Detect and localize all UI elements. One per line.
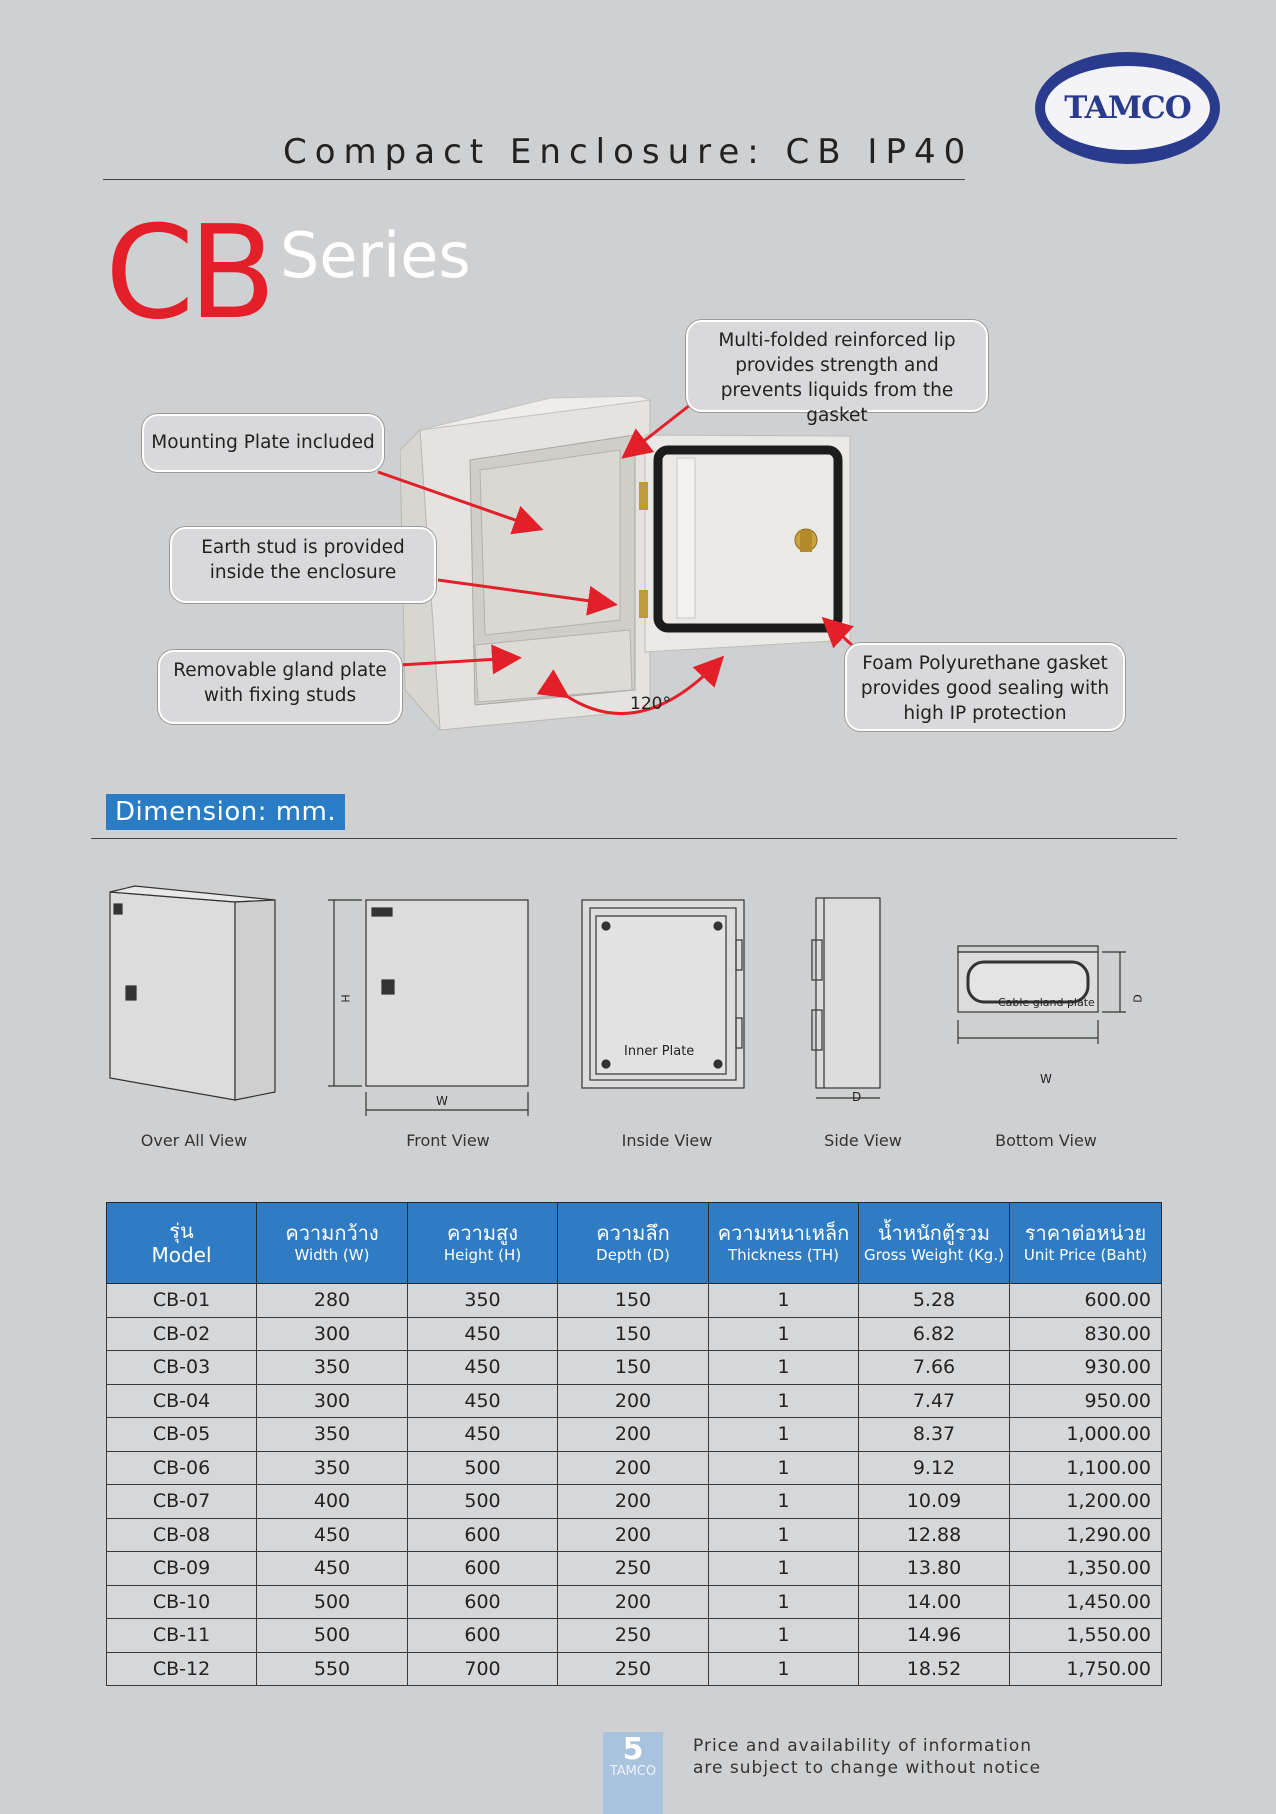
table-cell: 350 <box>257 1351 408 1385</box>
table-cell: 1 <box>709 1418 859 1452</box>
overall-view-drawing <box>110 886 275 1100</box>
table-cell: 1 <box>709 1485 859 1519</box>
table-cell: 1,100.00 <box>1010 1451 1162 1485</box>
front-view-drawing <box>328 900 528 1116</box>
series-code: CB <box>105 199 271 348</box>
table-cell: 150 <box>558 1284 709 1318</box>
table-cell: 450 <box>257 1552 408 1586</box>
table-cell: 600 <box>408 1552 558 1586</box>
table-cell: 450 <box>408 1351 558 1385</box>
table-cell: 200 <box>558 1485 709 1519</box>
table-cell: 1 <box>709 1619 859 1653</box>
inner-plate-label: Inner Plate <box>624 1044 695 1059</box>
table-cell: 950.00 <box>1010 1384 1162 1418</box>
side-d-label: D <box>852 1090 862 1104</box>
view-label-overall: Over All View <box>140 1131 248 1150</box>
callout-gland-plate: Removable gland plate with fixing studs <box>158 650 402 724</box>
table-cell: 300 <box>257 1384 408 1418</box>
table-row <box>107 1485 1162 1519</box>
table-cell: 200 <box>558 1518 709 1552</box>
table-cell: CB-06 <box>107 1451 257 1485</box>
table-cell: CB-02 <box>107 1317 257 1351</box>
table-cell: 500 <box>408 1485 558 1519</box>
table-cell: 12.88 <box>859 1518 1010 1552</box>
table-row <box>107 1652 1162 1686</box>
notice-line-1: Price and availability of information <box>693 1736 1033 1756</box>
table-cell: 200 <box>558 1384 709 1418</box>
table-row <box>107 1418 1162 1452</box>
table-cell: CB-10 <box>107 1585 257 1619</box>
table-header-row <box>107 1203 1162 1284</box>
notice-line-2: are subject to change without notice <box>693 1758 1042 1778</box>
table-cell: CB-01 <box>107 1284 257 1318</box>
table-cell: 400 <box>257 1485 408 1519</box>
table-cell: 600 <box>408 1619 558 1653</box>
table-cell: 1 <box>709 1284 859 1318</box>
table-cell: CB-07 <box>107 1485 257 1519</box>
table-cell: 5.28 <box>859 1284 1010 1318</box>
page-title: Compact Enclosure: CB IP40 <box>283 132 974 172</box>
table-cell: 7.47 <box>859 1384 1010 1418</box>
table-row <box>107 1552 1162 1586</box>
table-cell: 550 <box>257 1652 408 1686</box>
table-cell: 200 <box>558 1451 709 1485</box>
table-cell: 14.96 <box>859 1619 1010 1653</box>
bottom-w-label: W <box>1040 1072 1052 1086</box>
table-cell: 450 <box>408 1418 558 1452</box>
table-row <box>107 1585 1162 1619</box>
table-cell: 200 <box>558 1585 709 1619</box>
header-weight: น้ำหนักตู้รวม Gross Weight (Kg.) <box>859 1203 1010 1284</box>
callout-gasket: Foam Polyurethane gasket provides good sealing with high IP protection <box>845 643 1125 731</box>
table-cell: 6.82 <box>859 1317 1010 1351</box>
series-word: Series <box>280 219 471 292</box>
table-cell: 1,000.00 <box>1010 1418 1162 1452</box>
table-cell: 1 <box>709 1518 859 1552</box>
table-cell: 500 <box>257 1585 408 1619</box>
table-cell: 600.00 <box>1010 1284 1162 1318</box>
dimension-badge: Dimension: mm. <box>106 794 345 830</box>
table-cell: CB-03 <box>107 1351 257 1385</box>
table-cell: 7.66 <box>859 1351 1010 1385</box>
tamco-logo <box>1035 52 1220 164</box>
table-cell: CB-12 <box>107 1652 257 1686</box>
page-number: 5 <box>622 1732 644 1767</box>
header-width: ความกว้าง Width (W) <box>257 1203 408 1284</box>
table-cell: 1 <box>709 1585 859 1619</box>
table-cell: 1,750.00 <box>1010 1652 1162 1686</box>
header-height: ความสูง Height (H) <box>408 1203 558 1284</box>
table-cell: 930.00 <box>1010 1351 1162 1385</box>
callout-mounting-plate: Mounting Plate included <box>142 414 384 472</box>
table-cell: 1,200.00 <box>1010 1485 1162 1519</box>
logo-text: TAMCO <box>1045 66 1210 150</box>
table-cell: CB-09 <box>107 1552 257 1586</box>
table-cell: 350 <box>257 1418 408 1452</box>
title-divider <box>103 179 965 180</box>
table-cell: 250 <box>558 1552 709 1586</box>
table-cell: 350 <box>257 1451 408 1485</box>
table-cell: 450 <box>408 1384 558 1418</box>
table-cell: 600 <box>408 1585 558 1619</box>
side-view-drawing <box>812 898 880 1098</box>
table-cell: 300 <box>257 1317 408 1351</box>
table-cell: 1 <box>709 1384 859 1418</box>
table-cell: CB-04 <box>107 1384 257 1418</box>
table-cell: 9.12 <box>859 1451 1010 1485</box>
table-cell: 150 <box>558 1351 709 1385</box>
table-row <box>107 1317 1162 1351</box>
inside-view-drawing <box>582 900 744 1088</box>
table-cell: 700 <box>408 1652 558 1686</box>
table-row <box>107 1384 1162 1418</box>
table-cell: 450 <box>257 1518 408 1552</box>
table-cell: 1 <box>709 1351 859 1385</box>
callout-lip: Multi-folded reinforced lip provides strength and prevents liquids from the gasket <box>686 320 988 412</box>
table-cell: 1,550.00 <box>1010 1619 1162 1653</box>
front-h-label: H <box>339 994 353 1003</box>
bottom-d-label: D <box>1131 994 1145 1003</box>
table-cell: 13.80 <box>859 1552 1010 1586</box>
table-cell: 10.09 <box>859 1485 1010 1519</box>
table-cell: 1,450.00 <box>1010 1585 1162 1619</box>
header-depth: ความลึก Depth (D) <box>558 1203 709 1284</box>
table-cell: 1 <box>709 1451 859 1485</box>
header-thickness: ความหนาเหล็ก Thickness (TH) <box>709 1203 859 1284</box>
table-cell: 8.37 <box>859 1418 1010 1452</box>
table-row <box>107 1451 1162 1485</box>
table-cell: 150 <box>558 1317 709 1351</box>
table-cell: 830.00 <box>1010 1317 1162 1351</box>
enclosure-photo <box>400 390 860 740</box>
front-w-label: W <box>436 1094 448 1108</box>
dimension-divider <box>91 838 1177 839</box>
header-model: รุ่น Model <box>107 1203 257 1284</box>
table-cell: 18.52 <box>859 1652 1010 1686</box>
table-row <box>107 1518 1162 1552</box>
table-body <box>107 1284 1162 1686</box>
table-cell: 500 <box>257 1619 408 1653</box>
table-cell: 1,350.00 <box>1010 1552 1162 1586</box>
table-cell: CB-05 <box>107 1418 257 1452</box>
table-cell: 1 <box>709 1317 859 1351</box>
table-cell: 350 <box>408 1284 558 1318</box>
table-cell: 250 <box>558 1619 709 1653</box>
table-cell: 250 <box>558 1652 709 1686</box>
table-cell: 280 <box>257 1284 408 1318</box>
table-cell: CB-08 <box>107 1518 257 1552</box>
cable-gland-label: Cable gland plate <box>998 996 1095 1009</box>
table-cell: 600 <box>408 1518 558 1552</box>
header-price: ราคาต่อหน่วย Unit Price (Baht) <box>1010 1203 1162 1284</box>
hinge-angle: 120° <box>630 694 671 714</box>
price-notice <box>693 1735 1041 1779</box>
table-row <box>107 1284 1162 1318</box>
spec-table <box>106 1202 1162 1686</box>
view-label-inside: Inside View <box>621 1131 713 1150</box>
table-cell: 1 <box>709 1652 859 1686</box>
table-cell: 1 <box>709 1552 859 1586</box>
view-label-side: Side View <box>824 1131 902 1150</box>
page-brand: TAMCO <box>609 1764 657 1779</box>
table-cell: 200 <box>558 1418 709 1452</box>
table-cell: 1,290.00 <box>1010 1518 1162 1552</box>
view-label-bottom: Bottom View <box>995 1131 1097 1150</box>
table-row <box>107 1351 1162 1385</box>
callout-earth-stud: Earth stud is provided inside the enclosure <box>170 527 436 603</box>
table-cell: 500 <box>408 1451 558 1485</box>
view-label-front: Front View <box>406 1131 490 1150</box>
table-cell: CB-11 <box>107 1619 257 1653</box>
table-cell: 450 <box>408 1317 558 1351</box>
bottom-view-drawing <box>958 946 1126 1044</box>
table-cell: 14.00 <box>859 1585 1010 1619</box>
table-row <box>107 1619 1162 1653</box>
